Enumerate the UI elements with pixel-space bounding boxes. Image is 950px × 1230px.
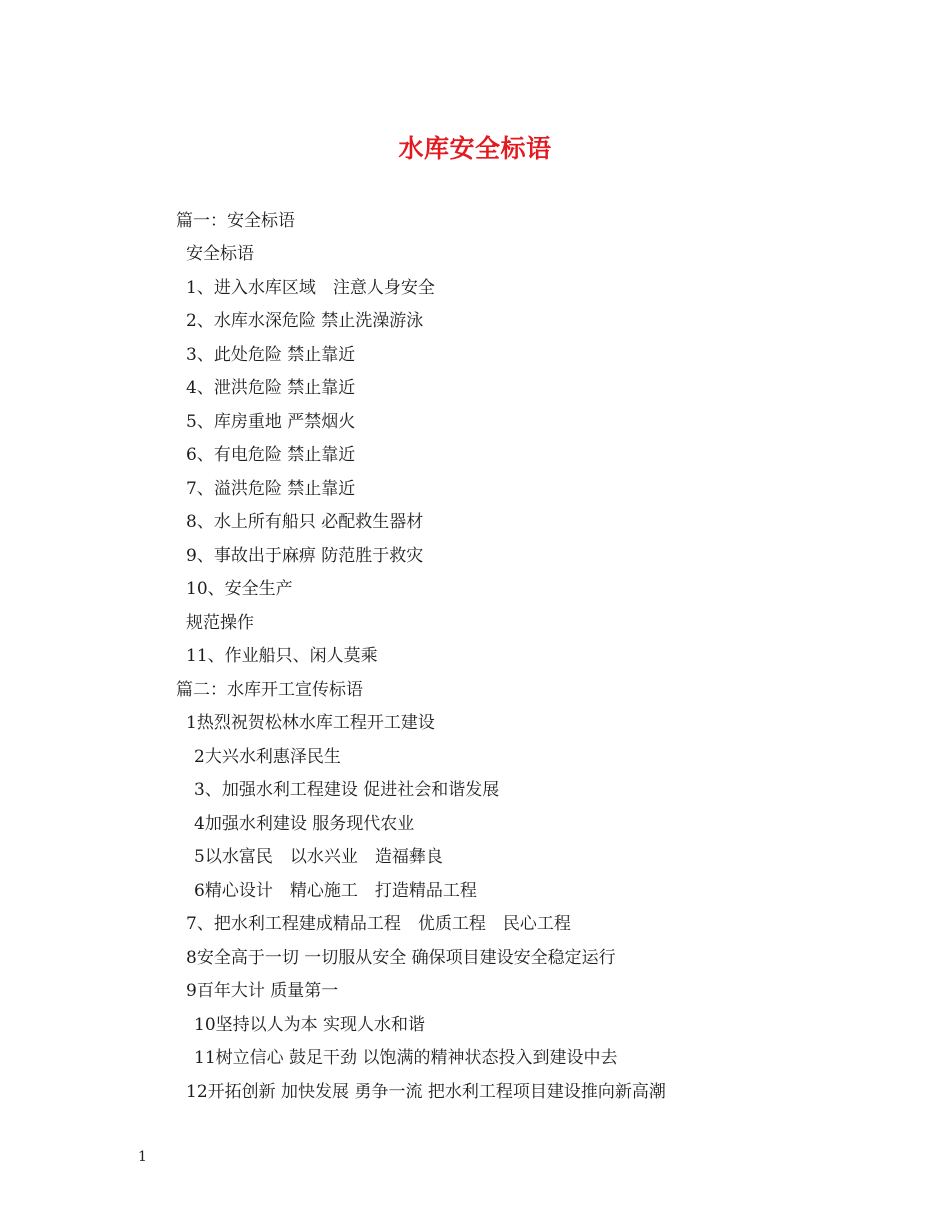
slogan-line: 9百年大计 质量第一 [186, 981, 339, 1001]
slogan-line: 1热烈祝贺松林水库工程开工建设 [186, 713, 435, 733]
slogan-line: 6精心设计 精心施工 打造精品工程 [194, 881, 477, 901]
slogan-line: 6、有电危险 禁止靠近 [186, 445, 356, 465]
slogan-line: 10坚持以人为本 实现人水和谐 [194, 1015, 426, 1035]
slogan-line: 11树立信心 鼓足干劲 以饱满的精神状态投入到建设中去 [194, 1048, 618, 1068]
slogan-line: 8、水上所有船只 必配救生器材 [186, 512, 424, 532]
section-heading-1: 篇一：安全标语 [176, 211, 295, 231]
page-number: 1 [138, 1149, 147, 1165]
slogan-line: 4、泄洪危险 禁止靠近 [186, 378, 356, 398]
slogan-line: 8安全高于一切 一切服从安全 确保项目建设安全稳定运行 [186, 948, 616, 968]
document-title: 水库安全标语 [398, 134, 552, 163]
slogan-line: 1、进入水库区域 注意人身安全 [186, 278, 435, 298]
slogan-line: 10、安全生产 [186, 579, 293, 599]
slogan-line: 3、加强水利工程建设 促进社会和谐发展 [194, 780, 500, 800]
slogan-line: 7、把水利工程建成精品工程 优质工程 民心工程 [186, 914, 571, 934]
slogan-line: 2大兴水利惠泽民生 [194, 747, 341, 767]
slogan-line: 2、水库水深危险 禁止洗澡游泳 [186, 311, 424, 331]
subheading: 安全标语 [186, 244, 254, 264]
slogan-line: 4加强水利建设 服务现代农业 [194, 814, 415, 834]
slogan-line: 9、事故出于麻痹 防范胜于救灾 [186, 546, 424, 566]
slogan-line: 7、溢洪危险 禁止靠近 [186, 479, 356, 499]
section-heading-2: 篇二：水库开工宣传标语 [176, 680, 363, 700]
slogan-line: 11、作业船只、闲人莫乘 [186, 646, 378, 666]
slogan-line: 规范操作 [186, 613, 254, 633]
slogan-line: 5以水富民 以水兴业 造福彝良 [194, 847, 443, 867]
slogan-line: 5、库房重地 严禁烟火 [186, 412, 356, 432]
slogan-line: 12开拓创新 加快发展 勇争一流 把水利工程项目建设推向新高潮 [186, 1082, 666, 1102]
slogan-line: 3、此处危险 禁止靠近 [186, 345, 356, 365]
